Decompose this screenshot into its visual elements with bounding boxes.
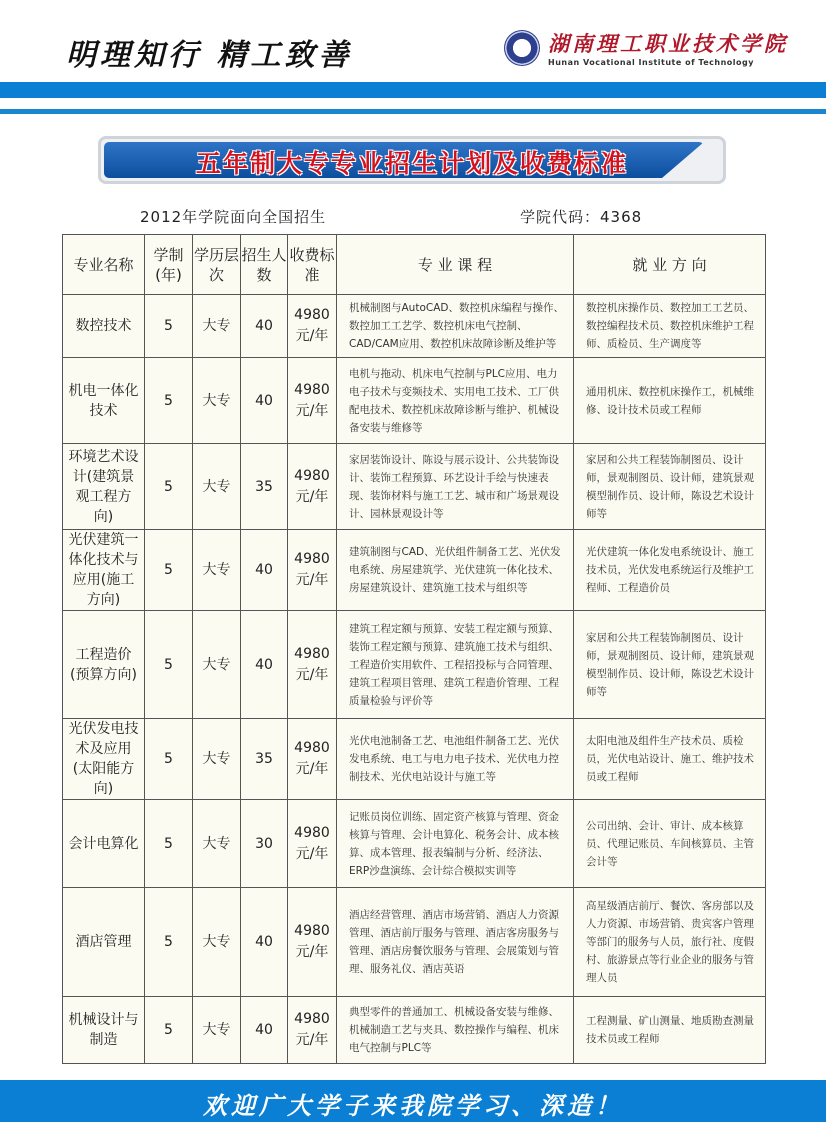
- cell-years: 5: [145, 358, 193, 444]
- cell-quota: 40: [241, 358, 288, 444]
- cell-courses: 建筑工程定额与预算、安装工程定额与预算、装饰工程定额与预算、建筑施工技术与组织、工程造价实用软件、工程招投标与合同管理、建筑工程项目管理、建筑工程造价管理、工程质量检验与评价等: [337, 611, 574, 719]
- cell-level: 大专: [193, 719, 241, 800]
- cell-courses: 家居装饰设计、陈设与展示设计、公共装饰设计、装饰工程预算、环艺设计手绘与快速表现、装饰材料与施工工艺、城市和广场景观设计、园林景观设计等: [337, 444, 574, 530]
- cell-quota: 40: [241, 888, 288, 997]
- cell-level: 大专: [193, 358, 241, 444]
- cell-fee: 4980元/年: [288, 800, 337, 888]
- table-row: [63, 530, 766, 611]
- cell-quota: 35: [241, 444, 288, 530]
- cell-level: 大专: [193, 530, 241, 611]
- cell-jobs: 家居和公共工程装饰制图员、设计师，景观制图员、设计师，建筑景观模型制作员、设计师，陈设艺术设计师等: [574, 444, 766, 530]
- school-motto: 明理知行 精工致善: [66, 38, 353, 73]
- cell-fee: 4980元/年: [288, 530, 337, 611]
- page-title: 五年制大专专业招生计划及收费标准: [195, 149, 628, 178]
- cell-major: 光伏建筑一体化技术与应用(施工方向): [63, 530, 145, 611]
- cell-fee: 4980元/年: [288, 611, 337, 719]
- cell-jobs: 高星级酒店前厅、餐饮、客房部以及人力资源、市场营销、贵宾客户管理等部门的服务与人员，旅行社、度假村、旅游景点等行业企业的服务与管理人员: [574, 888, 766, 997]
- column-header-level: 学历层次: [193, 235, 241, 295]
- cell-major: 机械设计与制造: [63, 997, 145, 1064]
- title-banner: [98, 136, 726, 184]
- cell-major: 环境艺术设计(建筑景观工程方向): [63, 444, 145, 530]
- cell-jobs: 工程测量、矿山测量、地质勘查测量技术员或工程师: [574, 997, 766, 1064]
- table-row: [63, 800, 766, 888]
- table-header-row: [63, 235, 766, 295]
- cell-quota: 40: [241, 530, 288, 611]
- cell-jobs: 家居和公共工程装饰制图员、设计师，景观制图员、设计师，建筑景观模型制作员、设计师，陈设艺术设计师等: [574, 611, 766, 719]
- school-name-en: Hunan Vocational Institute of Technology: [548, 58, 754, 67]
- cell-quota: 40: [241, 295, 288, 358]
- enrollment-scope: 2012年学院面向全国招生: [140, 208, 327, 226]
- cell-major: 数控技术: [63, 295, 145, 358]
- table-row: [63, 358, 766, 444]
- cell-major: 机电一体化技术: [63, 358, 145, 444]
- cell-years: 5: [145, 530, 193, 611]
- cell-level: 大专: [193, 611, 241, 719]
- cell-level: 大专: [193, 295, 241, 358]
- cell-jobs: 数控机床操作员、数控加工工艺员、数控编程技术员、数控机床维护工程师、质检员、生产调度等: [574, 295, 766, 358]
- cell-fee: 4980元/年: [288, 719, 337, 800]
- column-header-quota: 招生人数: [241, 235, 288, 295]
- column-header-major: 专业名称: [63, 235, 145, 295]
- school-name-cn: 湖南理工职业技术学院: [548, 31, 788, 56]
- cell-quota: 35: [241, 719, 288, 800]
- enrollment-table: [62, 234, 766, 1064]
- cell-years: 5: [145, 888, 193, 997]
- column-header-years: 学制(年): [145, 235, 193, 295]
- cell-years: 5: [145, 800, 193, 888]
- cell-courses: 建筑制图与CAD、光伏组件制备工艺、光伏发电系统、房屋建筑学、光伏建筑一体化技术、房屋建筑设计、建筑施工技术与组织等: [337, 530, 574, 611]
- cell-fee: 4980元/年: [288, 358, 337, 444]
- table-row: [63, 295, 766, 358]
- cell-courses: 典型零件的普通加工、机械设备安装与维修、机械制造工艺与夹具、数控操作与编程、机床电气控制与PLC等: [337, 997, 574, 1064]
- cell-fee: 4980元/年: [288, 295, 337, 358]
- cell-courses: 电机与拖动、机床电气控制与PLC应用、电力电子技术与变频技术、实用电工技术、工厂供配电技术、数控机床故障诊断与维护、机械设备安装与维修等: [337, 358, 574, 444]
- cell-courses: 机械制图与AutoCAD、数控机床编程与操作、数控加工工艺学、数控机床电气控制、CAD/CAM应用、数控机床故障诊断及维护等: [337, 295, 574, 358]
- table-row: [63, 444, 766, 530]
- cell-level: 大专: [193, 444, 241, 530]
- cell-level: 大专: [193, 997, 241, 1064]
- cell-fee: 4980元/年: [288, 888, 337, 997]
- table-row: [63, 611, 766, 719]
- footer-bar: [0, 1080, 826, 1122]
- cell-jobs: 太阳电池及组件生产技术员、质检员，光伏电站设计、施工、维护技术员或工程师: [574, 719, 766, 800]
- cell-jobs: 公司出纳、会计、审计、成本核算员、代理记账员、车间核算员、主管会计等: [574, 800, 766, 888]
- cell-major: 酒店管理: [63, 888, 145, 997]
- cell-courses: 记账员岗位训练、固定资产核算与管理、资金核算与管理、会计电算化、税务会计、成本核算、成本管理、报表编制与分析、经济法、ERP沙盘演练、会计综合模拟实训等: [337, 800, 574, 888]
- header-divider-thin: [0, 109, 826, 114]
- cell-years: 5: [145, 611, 193, 719]
- cell-courses: 光伏电池制备工艺、电池组件制备工艺、光伏发电系统、电工与电力电子技术、光伏电力控制技术、光伏电站设计与施工等: [337, 719, 574, 800]
- header-divider-thick: [0, 82, 826, 98]
- cell-years: 5: [145, 719, 193, 800]
- table-row: [63, 888, 766, 997]
- table-row: [63, 997, 766, 1064]
- school-logo-icon: [504, 30, 540, 66]
- table-row: [63, 719, 766, 800]
- cell-major: 工程造价(预算方向): [63, 611, 145, 719]
- cell-level: 大专: [193, 888, 241, 997]
- column-header-fee: 收费标准: [288, 235, 337, 295]
- cell-quota: 40: [241, 611, 288, 719]
- cell-major: 光伏发电技术及应用(太阳能方向): [63, 719, 145, 800]
- college-code: 学院代码：4368: [520, 208, 643, 226]
- cell-major: 会计电算化: [63, 800, 145, 888]
- cell-quota: 40: [241, 997, 288, 1064]
- cell-years: 5: [145, 997, 193, 1064]
- cell-years: 5: [145, 295, 193, 358]
- footer-slogan: 欢迎广大学子来我院学习、深造！: [203, 1091, 623, 1120]
- cell-level: 大专: [193, 800, 241, 888]
- cell-courses: 酒店经营管理、酒店市场营销、酒店人力资源管理、酒店前厅服务与管理、酒店客房服务与管理、酒店房餐饮服务与管理、会展策划与管理、服务礼仪、酒店英语: [337, 888, 574, 997]
- cell-jobs: 光伏建筑一体化发电系统设计、施工技术员，光伏发电系统运行及维护工程师、工程造价员: [574, 530, 766, 611]
- cell-fee: 4980元/年: [288, 444, 337, 530]
- cell-years: 5: [145, 444, 193, 530]
- cell-quota: 30: [241, 800, 288, 888]
- cell-fee: 4980元/年: [288, 997, 337, 1064]
- column-header-jobs: 就 业 方 向: [574, 235, 766, 295]
- cell-jobs: 通用机床、数控机床操作工，机械维修、设计技术员或工程师: [574, 358, 766, 444]
- column-header-courses: 专 业 课 程: [337, 235, 574, 295]
